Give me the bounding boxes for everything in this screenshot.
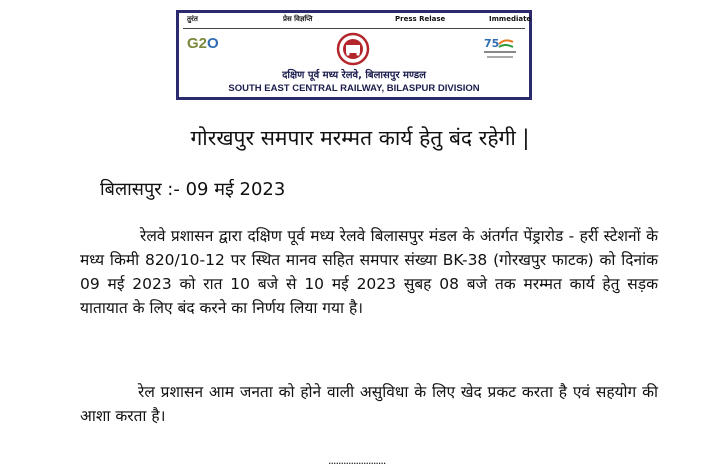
- svg-text:75: 75: [484, 37, 500, 50]
- page-title: गोरखपुर समपार मरम्मत कार्य हेतु बंद रहेगी |: [190, 126, 530, 150]
- division-name-hindi: दक्षिण पूर्व मध्य रेलवे, बिलासपुर मण्डल: [282, 70, 426, 81]
- g20-globe-icon: O: [207, 35, 219, 52]
- letterhead: [176, 10, 532, 100]
- letterhead-top-labels: [179, 15, 532, 27]
- header-divider: [183, 28, 525, 29]
- label-press-vigyapti: प्रेस विज्ञप्ति: [283, 15, 313, 23]
- dateline: बिलासपुर :- 09 मई 2023: [100, 179, 286, 200]
- azadi-ka-amrit-mahotsav-logo-icon: [481, 35, 521, 63]
- railway-emblem-icon: [335, 32, 371, 66]
- body-paragraph-1: रेलवे प्रशासन द्वारा दक्षिण पूर्व मध्य रेलवे बिलासपुर मंडल के अंतर्गत पेंड्रारोड - हर्री स्टेशनों के मध्य किमी 820/10-12 पर स्थित मानव सहित समपार संख्या BK-38 (गोरखपुर फाटक) को दिनांक 09 मई 2023 को रात 10 बजे से 10 मई 2023 सुबह 08 बजे तक मरम्मत कार्य हेतु सड़क यातायात के लिए बंद करने का निर्णय लिया गया है।: [80, 227, 658, 317]
- g20-logo-icon: G2O: [187, 35, 219, 52]
- division-name-english: SOUTH EAST CENTRAL RAILWAY, BILASPUR DIVISION: [228, 83, 480, 94]
- label-immediate: Immediate: [489, 15, 532, 23]
- label-turant: तुरंत: [187, 15, 198, 23]
- label-press-release: Press Relase: [395, 15, 446, 23]
- closing-dots: .......................: [328, 454, 386, 467]
- body-paragraph-2: रेल प्रशासन आम जनता को होने वाली असुविधा के लिए खेद प्रकट करता है एवं सहयोग की आशा करता है।: [80, 383, 658, 425]
